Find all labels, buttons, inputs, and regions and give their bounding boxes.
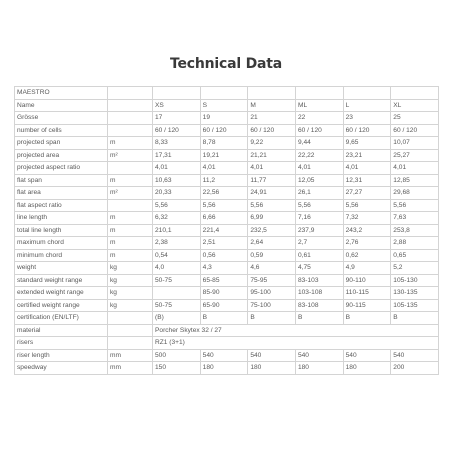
row-label: riser length (15, 349, 108, 362)
table-cell: 232,5 (248, 224, 296, 237)
table-cell: 4,0 (153, 262, 201, 275)
table-cell: 60 / 120 (295, 124, 343, 137)
table-row (15, 199, 439, 212)
table-cell: 500 (153, 349, 201, 362)
table-row (15, 262, 439, 275)
table-cell: 540 (343, 349, 391, 362)
row-label: projected aspect ratio (15, 162, 108, 175)
table-cell: ML (295, 99, 343, 112)
table-cell: (B) (153, 312, 201, 325)
row-unit: kg (108, 287, 153, 300)
table-cell: 103-108 (295, 287, 343, 300)
table-cell: 180 (248, 362, 296, 375)
table-cell: 0,65 (391, 249, 439, 262)
row-unit: mm (108, 349, 153, 362)
table-cell (248, 87, 296, 100)
table-cell: 11,2 (200, 174, 248, 187)
table-cell: 10,07 (391, 137, 439, 150)
row-unit (108, 324, 153, 337)
row-label: extended weight range (15, 287, 108, 300)
table-cell: 105-130 (391, 274, 439, 287)
page-title: Technical Data (169, 56, 283, 72)
table-cell (295, 87, 343, 100)
row-unit (108, 199, 153, 212)
table-cell: 5,56 (343, 199, 391, 212)
table-cell: 95-100 (248, 287, 296, 300)
table-cell: 540 (200, 349, 248, 362)
row-unit: m (108, 174, 153, 187)
table-row (15, 337, 439, 350)
table-cell: XS (153, 99, 201, 112)
table-row (15, 349, 439, 362)
table-cell: 21 (248, 112, 296, 125)
table-cell: B (248, 312, 296, 325)
row-unit: kg (108, 274, 153, 287)
table-cell: 22,22 (295, 149, 343, 162)
row-unit (108, 162, 153, 175)
table-cell (343, 87, 391, 100)
table-cell: 10,63 (153, 174, 201, 187)
table-cell: 26,1 (295, 187, 343, 200)
row-unit (108, 124, 153, 137)
table-cell: 17,31 (153, 149, 201, 162)
row-unit: m² (108, 187, 153, 200)
table-cell: 540 (248, 349, 296, 362)
row-unit: kg (108, 299, 153, 312)
row-label: flat span (15, 174, 108, 187)
table-cell: 4,01 (295, 162, 343, 175)
table-row (15, 87, 439, 100)
table-cell: 12,05 (295, 174, 343, 187)
table-cell: 60 / 120 (200, 124, 248, 137)
row-label: flat area (15, 187, 108, 200)
table-cell: 6,99 (248, 212, 296, 225)
table-cell: 20,33 (153, 187, 201, 200)
table-cell: 90-115 (343, 299, 391, 312)
table-cell: 110-115 (343, 287, 391, 300)
row-unit: m (108, 137, 153, 150)
table-cell: 237,9 (295, 224, 343, 237)
row-label: Name (15, 99, 108, 112)
table-row (15, 274, 439, 287)
table-row (15, 212, 439, 225)
table-cell: 90-110 (343, 274, 391, 287)
table-cell-span: RZ1 (3+1) (153, 337, 439, 350)
row-unit (108, 87, 153, 100)
table-cell: 540 (391, 349, 439, 362)
table-cell: 253,8 (391, 224, 439, 237)
table-cell: S (200, 99, 248, 112)
table-cell: 5,56 (153, 199, 201, 212)
table-cell: XL (391, 99, 439, 112)
table-cell: 23 (343, 112, 391, 125)
table-cell: M (248, 99, 296, 112)
table-row (15, 287, 439, 300)
table-cell: 5,56 (391, 199, 439, 212)
table-cell: 221,4 (200, 224, 248, 237)
table-cell: 9,44 (295, 137, 343, 150)
table-cell: 0,56 (200, 249, 248, 262)
table-cell: 180 (295, 362, 343, 375)
table-cell: 0,59 (248, 249, 296, 262)
table-cell: 4,6 (248, 262, 296, 275)
table-cell: 0,54 (153, 249, 201, 262)
row-label: flat aspect ratio (15, 199, 108, 212)
table-cell: 11,77 (248, 174, 296, 187)
table-row (15, 237, 439, 250)
table-cell: 105-135 (391, 299, 439, 312)
table-cell: 85-90 (200, 287, 248, 300)
table-cell: 22,56 (200, 187, 248, 200)
table-cell: 29,68 (391, 187, 439, 200)
table-cell: 27,27 (343, 187, 391, 200)
table-cell (153, 87, 201, 100)
table-cell: 75-95 (248, 274, 296, 287)
table-cell: 60 / 120 (343, 124, 391, 137)
table-cell: 2,64 (248, 237, 296, 250)
table-cell: 4,01 (200, 162, 248, 175)
table-cell: 17 (153, 112, 201, 125)
row-unit (108, 312, 153, 325)
table-cell: 0,61 (295, 249, 343, 262)
table-cell: 210,1 (153, 224, 201, 237)
table-cell: 83-108 (295, 299, 343, 312)
table-cell: 12,31 (343, 174, 391, 187)
table-cell: 9,22 (248, 137, 296, 150)
row-label: MAESTRO (15, 87, 108, 100)
table-cell: L (343, 99, 391, 112)
table-cell: 2,51 (200, 237, 248, 250)
table-cell: 8,33 (153, 137, 201, 150)
row-label: weight (15, 262, 108, 275)
table-cell: 12,85 (391, 174, 439, 187)
table-cell: 83-103 (295, 274, 343, 287)
table-cell: 7,63 (391, 212, 439, 225)
row-label: Grösse (15, 112, 108, 125)
table-cell: 25 (391, 112, 439, 125)
table-cell: 7,32 (343, 212, 391, 225)
row-unit: m (108, 237, 153, 250)
table-row (15, 299, 439, 312)
row-unit: m (108, 249, 153, 262)
table-cell: 24,91 (248, 187, 296, 200)
row-label: projected area (15, 149, 108, 162)
row-unit: m (108, 212, 153, 225)
table-row (15, 99, 439, 112)
table-row (15, 124, 439, 137)
row-label: certification (EN/LTF) (15, 312, 108, 325)
table-cell: 65-90 (200, 299, 248, 312)
table-cell: 25,27 (391, 149, 439, 162)
table-cell: 4,3 (200, 262, 248, 275)
table-cell: 6,66 (200, 212, 248, 225)
table-cell: 2,76 (343, 237, 391, 250)
table-row (15, 249, 439, 262)
row-unit: m (108, 224, 153, 237)
table-cell: 200 (391, 362, 439, 375)
table-row (15, 312, 439, 325)
row-label: risers (15, 337, 108, 350)
table-cell: 243,2 (343, 224, 391, 237)
table-cell: 9,65 (343, 137, 391, 150)
table-cell: 0,62 (343, 249, 391, 262)
table-cell: 2,7 (295, 237, 343, 250)
table-cell: 75-100 (248, 299, 296, 312)
table-cell: 19,21 (200, 149, 248, 162)
table-cell: 180 (200, 362, 248, 375)
table-row (15, 149, 439, 162)
row-label: material (15, 324, 108, 337)
table-cell: 5,2 (391, 262, 439, 275)
row-unit: kg (108, 262, 153, 275)
row-label: speedway (15, 362, 108, 375)
table-cell: 50-75 (153, 274, 201, 287)
table-row (15, 162, 439, 175)
row-label: number of cells (15, 124, 108, 137)
table-cell: 4,01 (153, 162, 201, 175)
row-label: certified weight range (15, 299, 108, 312)
table-cell: 4,75 (295, 262, 343, 275)
technical-data-table (14, 86, 439, 375)
table-cell: 4,9 (343, 262, 391, 275)
table-cell: 6,32 (153, 212, 201, 225)
table-cell: 5,56 (200, 199, 248, 212)
table-cell: 19 (200, 112, 248, 125)
table-cell: 60 / 120 (153, 124, 201, 137)
table-row (15, 174, 439, 187)
table-cell: B (200, 312, 248, 325)
table-cell: 5,56 (248, 199, 296, 212)
table-cell: 60 / 120 (248, 124, 296, 137)
table-row (15, 324, 439, 337)
table-cell-span: Porcher Skytex 32 / 27 (153, 324, 439, 337)
table-cell: 21,21 (248, 149, 296, 162)
table-cell: 50-75 (153, 299, 201, 312)
table-cell: 4,01 (343, 162, 391, 175)
table-cell (153, 287, 201, 300)
table-row (15, 137, 439, 150)
row-unit (108, 99, 153, 112)
table-cell: 130-135 (391, 287, 439, 300)
row-unit (108, 337, 153, 350)
row-label: maximum chord (15, 237, 108, 250)
row-unit: m² (108, 149, 153, 162)
table-cell: 4,01 (391, 162, 439, 175)
table-cell: B (391, 312, 439, 325)
table-cell: 540 (295, 349, 343, 362)
table-cell: 65-85 (200, 274, 248, 287)
table-cell: 7,16 (295, 212, 343, 225)
row-unit: mm (108, 362, 153, 375)
table-row (15, 112, 439, 125)
row-label: line length (15, 212, 108, 225)
technical-data-body (15, 87, 439, 375)
table-cell: 22 (295, 112, 343, 125)
row-label: minimum chord (15, 249, 108, 262)
row-label: total line length (15, 224, 108, 237)
table-cell: B (343, 312, 391, 325)
table-cell: 2,88 (391, 237, 439, 250)
table-cell: 180 (343, 362, 391, 375)
table-row (15, 224, 439, 237)
table-cell (200, 87, 248, 100)
table-cell: 2,38 (153, 237, 201, 250)
table-cell: B (295, 312, 343, 325)
table-row (15, 362, 439, 375)
table-cell: 150 (153, 362, 201, 375)
row-unit (108, 112, 153, 125)
table-cell (391, 87, 439, 100)
table-cell: 4,01 (248, 162, 296, 175)
table-row (15, 187, 439, 200)
table-cell: 23,21 (343, 149, 391, 162)
row-label: projected span (15, 137, 108, 150)
table-cell: 8,78 (200, 137, 248, 150)
table-cell: 5,56 (295, 199, 343, 212)
table-cell: 60 / 120 (391, 124, 439, 137)
row-label: standard weight range (15, 274, 108, 287)
